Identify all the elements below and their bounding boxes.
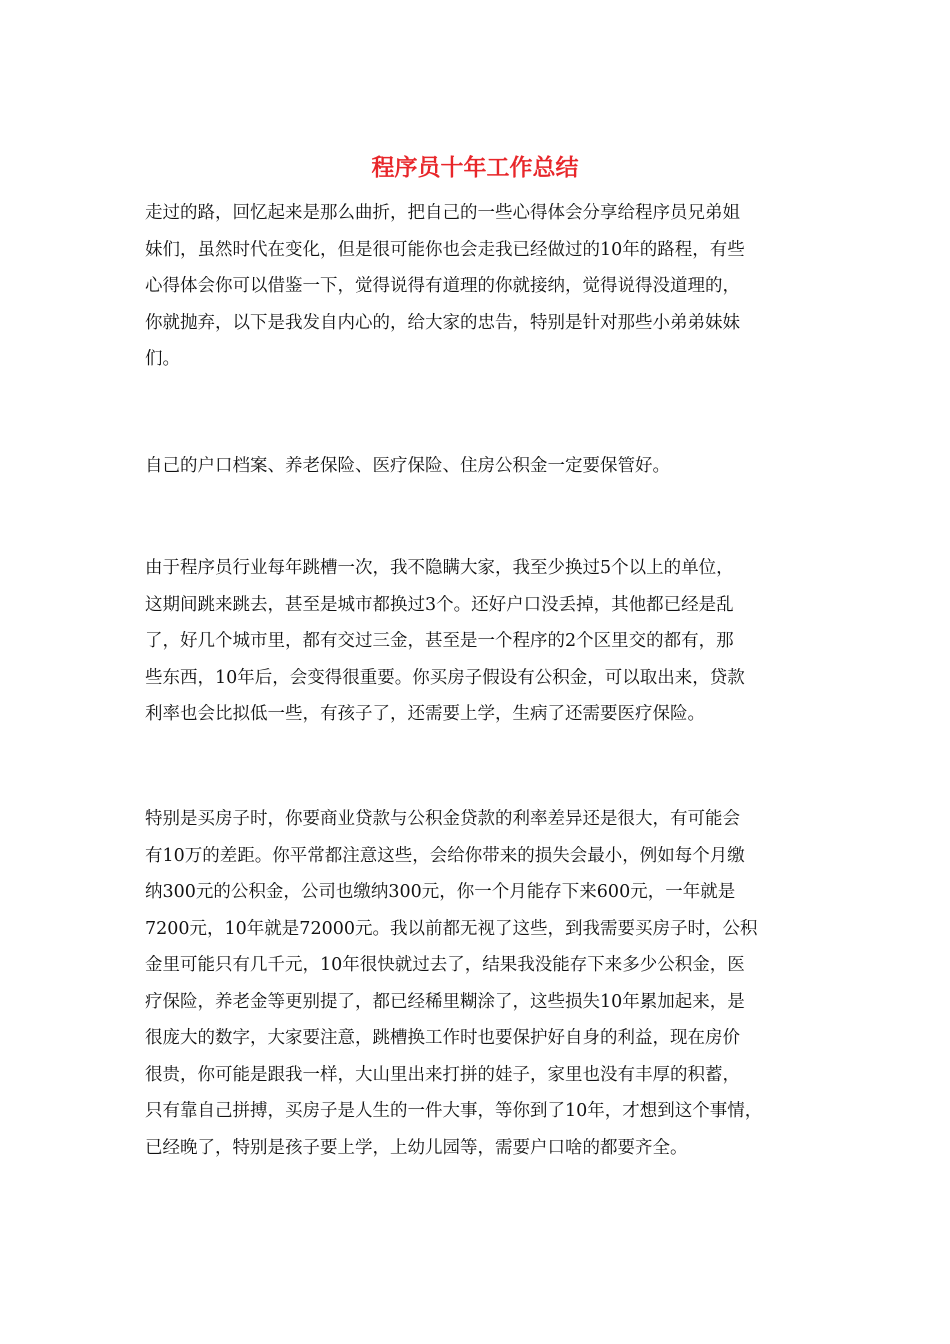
paragraph-housing-fund: 特别是买房子时，你要商业贷款与公积金贷款的利率差异还是很大，有可能会 有10万的差距。你平常都注意这些，会给你带来的损失会最小，例如每个月缴 纳300元的公积金，公司也缴纳300元，你一个月能存下来600元，一年就是 7200元，10年就是72000元。我以前都无视了这些，到我需要买房子时，公积 金里可能只有几千元，10年很快就过去了，结果我没能存下来多少公积金，医 疗保险，养老金等更别提了，都已经稀里糊涂了，这些损失10年累加起来，是 很庞大的数字，大家要注意，跳槽换工作时也要保护好自身的利益，现在房价 很贵，你可能是跟我一样，大山里出来打拼的娃子，家里也没有丰厚的积蓄， 只有靠自己拼搏，买房子是人生的一件大事，等你到了10年，才想到这个事情， 已经晚了，特别是孩子要上学，上幼儿园等，需要户口啥的都要齐全。: [145, 809, 763, 1158]
paragraph-job-hopping: 由于程序员行业每年跳槽一次，我不隐瞒大家，我至少换过5个以上的单位， 这期间跳来跳去，甚至是城市都换过3个。还好户口没丢掉，其他都已经是乱 了，好几个城市里，都有交过三金，甚至是一个程序的2个区里交的都有，那 些东西，10年后，会变得很重要。你买房子假设有公积金，可以取出来，贷款 利率也会比拟低一些，有孩子了，还需要上学，生病了还需要医疗保险。: [145, 558, 745, 724]
paragraph-advice-heading: 自己的户口档案、养老保险、医疗保险、住房公积金一定要保管好。: [145, 456, 670, 476]
page-title: 程序员十年工作总结: [371, 154, 579, 181]
paragraph-intro: 走过的路，回忆起来是那么曲折，把自己的一些心得体会分享给程序员兄弟姐 妹们，虽然时代在变化，但是很可能你也会走我已经做过的10年的路程，有些 心得体会你可以借鉴一下，觉得说得有道理的你就接纳，觉得说得没道理的， 你就抛弃，以下是我发自内心的，给大家的忠告，特别是针对那些小弟弟妹妹 们。: [145, 203, 745, 369]
